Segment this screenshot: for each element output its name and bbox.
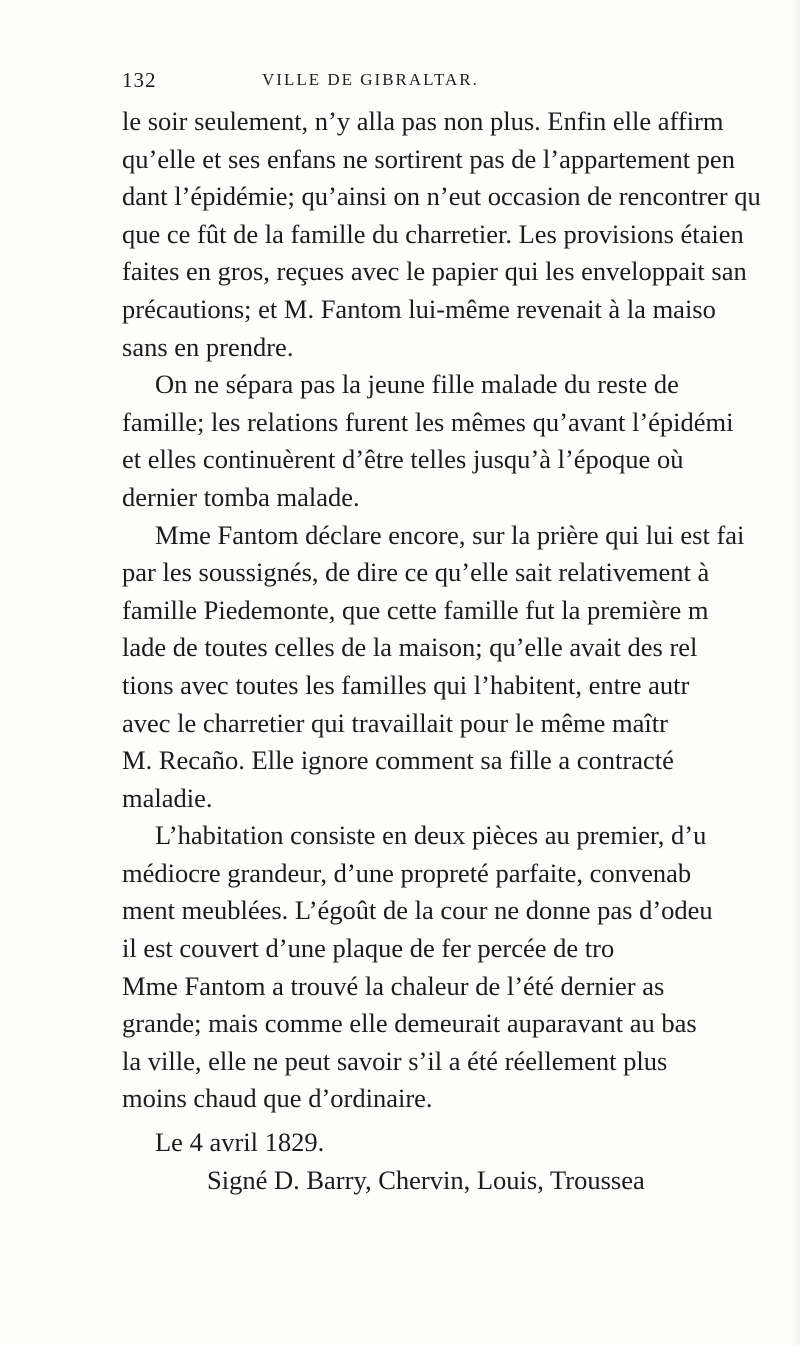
text-line: médiocre grandeur, d’une propreté parfaite, convenab: [122, 857, 692, 888]
text-line: M. Recaño. Elle ignore comment sa fille a contracté: [122, 745, 674, 776]
text-line: lade de toutes celles de la maison; qu’elle avait des rel: [122, 632, 698, 663]
text-line: Mme Fantom a trouvé la chaleur de l’été dernier as: [122, 970, 665, 1001]
text-line: avec le charretier qui travaillait pour le même maîtr: [122, 707, 668, 738]
text-line: moins chaud que d’ordinaire.: [122, 1083, 433, 1114]
text-line: et elles continuèrent d’être telles jusqu’à l’époque où: [122, 444, 684, 475]
text-line: ment meublées. L’égoût de la cour ne donne pas d’odeu: [122, 895, 713, 926]
date-line: Le 4 avril 1829.: [155, 1127, 325, 1158]
text-line: la ville, elle ne peut savoir s’il a été réellement plus: [122, 1045, 668, 1076]
text-line: il est couvert d’une plaque de fer percée de tro: [122, 933, 615, 964]
signature-line: Signé D. Barry, Chervin, Louis, Troussea: [207, 1164, 645, 1195]
text-line: dernier tomba malade.: [122, 481, 360, 512]
text-line: que ce fût de la famille du charretier. Les provisions étaien: [122, 218, 744, 249]
body-text: [122, 103, 800, 1199]
text-line: qu’elle et ses enfans ne sortirent pas de l’appartement pen: [122, 143, 735, 174]
running-title: VILLE DE GIBRALTAR.: [262, 70, 479, 89]
page-number: 132: [122, 68, 157, 92]
text-line: L’habitation consiste en deux pièces au premier, d’u: [155, 820, 707, 851]
text-line: grande; mais comme elle demeurait auparavant au bas: [122, 1008, 697, 1039]
text-line: dant l’épidémie; qu’ainsi on n’eut occasion de rencontrer qu: [122, 181, 761, 212]
text-line: par les soussignés, de dire ce qu’elle sait relativement à: [122, 557, 710, 588]
text-line: tions avec toutes les familles qui l’habitent, entre autr: [122, 669, 690, 700]
text-line: Mme Fantom déclare encore, sur la prière qui lui est fai: [155, 519, 745, 550]
text-line: On ne sépara pas la jeune fille malade du reste de: [155, 369, 679, 400]
text-line: famille Piedemonte, que cette famille fut la première m: [122, 594, 709, 625]
text-line: sans en prendre.: [122, 331, 294, 362]
running-header: [122, 68, 800, 98]
scan-edge-shadow: [792, 0, 800, 1346]
text-line: le soir seulement, n’y alla pas non plus. Enfin elle affirm: [122, 106, 724, 136]
text-line: maladie.: [122, 782, 213, 813]
text-line: famille; les relations furent les mêmes qu’avant l’épidémi: [122, 406, 734, 437]
text-line: précautions; et M. Fantom lui-même revenait à la maiso: [122, 293, 716, 324]
text-line: faites en gros, reçues avec le papier qui les enveloppait san: [122, 256, 747, 287]
